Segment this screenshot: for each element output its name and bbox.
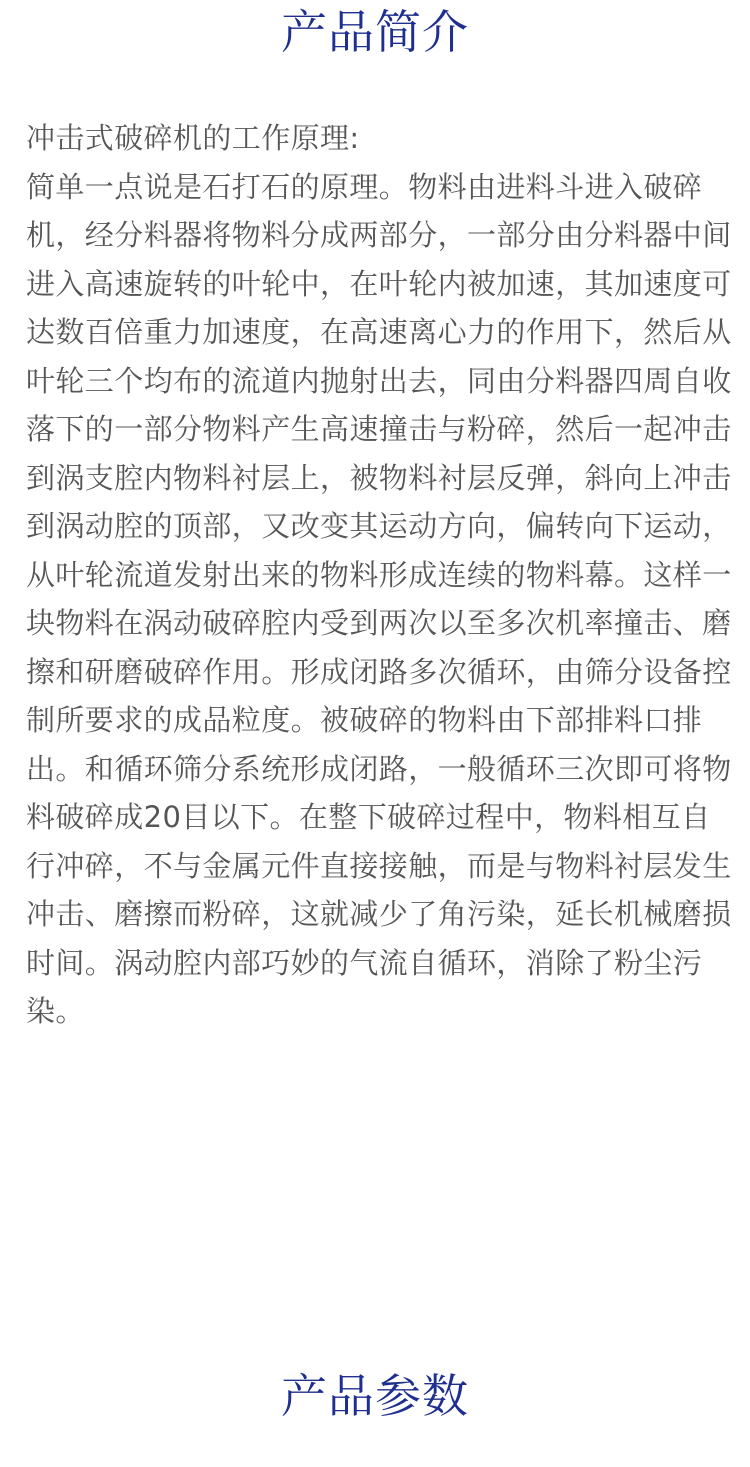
working-principle-paragraph: 简单一点说是石打石的原理。物料由进料斗进入破碎机，经分料器将物料分成两部分，一部分由分料器中间进入高速旋转的叶轮中，在叶轮内被加速，其加速度可达数百倍重力加速度，在高速离心力的作用下，然后从叶轮三个均布的流道内抛射出去，同由分料器四周自收落下的一部分物料产生高速撞击与粉碎，然后一起冲击到涡支腔内物料衬层上，被物料衬层反弹，斜向上冲击到涡动腔的顶部，又改变其运动方向，偏转向下运动，从叶轮流道发射出来的物料形成连续的物料幕。这样一块物料在涡动破碎腔内受到两次以至多次机率撞击、磨擦和研磨破碎作用。形成闭路多次循环，由筛分设备控制所要求的成品粒度。被破碎的物料由下部排料口排出。和循环筛分系统形成闭路，一般循环三次即可将物料破碎成20目以下。在整下破碎过程中，物料相互自行冲碎，不与金属元件直接接触，而是与物料衬层发生冲击、磨擦而粉碎，这就减少了角污染，延长机械磨损时间。涡动腔内部巧妙的气流自循环，消除了粉尘污染。: [26, 169, 732, 1028]
product-intro-body: [26, 114, 738, 1036]
product-intro-heading: 产品简介: [281, 5, 469, 59]
product-params-heading: 产品参数: [281, 1369, 469, 1423]
working-principle-subtitle: 冲击式破碎机的工作原理:: [26, 121, 360, 155]
